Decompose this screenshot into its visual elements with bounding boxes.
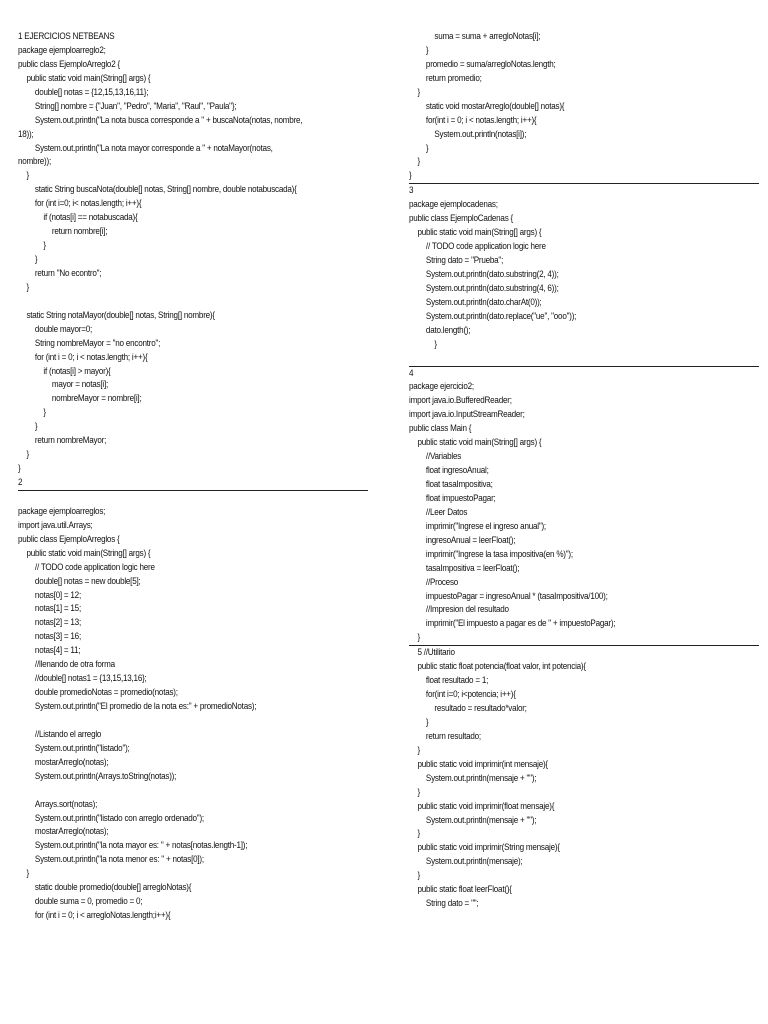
code-line: if (notas[i] > mayor){	[43, 365, 111, 376]
code-line: }	[425, 716, 429, 727]
code-line	[409, 352, 731, 366]
code-line: imprimir("El impuesto a pagar es de " + impuestoPagar);	[425, 618, 616, 629]
code-line: package ejemploarreglo2;	[18, 44, 106, 55]
code-line: 5 //Utilitario	[417, 647, 455, 658]
code-line: System.out.println("listado con arreglo ordenado");	[34, 812, 204, 823]
code-line: }	[417, 86, 420, 97]
code-line: nombreMayor = nombre[i];	[51, 393, 142, 404]
code-line: for(int i=0; i<potencia; i++){	[425, 689, 516, 700]
code-line: public class EjemploCadenas {	[409, 213, 514, 224]
code-line: System.out.println(mensaje + "");	[425, 772, 537, 783]
left-column	[18, 30, 368, 923]
code-line: }	[417, 632, 420, 643]
code-line: System.out.println("la nota mayor es: " + notas[notas.length-1]);	[34, 840, 248, 851]
code-line: }	[34, 421, 38, 432]
code-line: }	[417, 870, 420, 881]
code-line: dato.length();	[425, 324, 471, 335]
code-line: public static float potencia(float valor, int potencia){	[417, 661, 586, 672]
code-line: import java.io.BufferedReader;	[409, 395, 512, 406]
code-line: promedio = suma/arregloNotas.length;	[425, 58, 556, 69]
code-line: System.out.println("La nota busca corresponde a " + buscaNota(notas, nombre,	[34, 114, 303, 125]
code-line: System.out.println("listado");	[34, 742, 130, 753]
code-line: public static void main(String[] args) {	[417, 437, 542, 448]
right-column	[409, 30, 759, 911]
code-line: resultado = resultado*valor;	[434, 703, 527, 713]
code-line: notas[1] = 15;	[34, 603, 81, 614]
code-line: //Listando el arreglo	[34, 728, 102, 739]
code-line: for (int i=0; i< notas.length; i++){	[34, 198, 142, 209]
code-line: //llenando de otra forma	[34, 659, 115, 670]
code-line: nombre));	[18, 156, 52, 167]
code-line: System.out.println(notas[i]);	[434, 128, 527, 139]
code-line: static String buscaNota(double[] notas, String[] nombre, double notabuscada){	[34, 184, 297, 195]
code-line: 4	[409, 367, 414, 378]
code-line: return nombreMayor;	[34, 435, 107, 446]
code-line: 3	[409, 185, 414, 196]
code-line: //Proceso	[425, 576, 459, 587]
code-line: System.out.println("la nota menor es: " + notas[0]);	[34, 854, 204, 865]
code-line	[18, 784, 340, 798]
code-line: System.out.println(mensaje + "");	[425, 814, 537, 825]
code-line: if (notas[i] == notabuscada){	[43, 212, 138, 223]
code-line: public static float leerFloat(){	[417, 884, 512, 895]
code-line: return promedio;	[425, 72, 482, 83]
code-line: public class EjemploArreglo2 {	[18, 58, 120, 69]
code-line: package ejemplocadenas;	[409, 199, 498, 210]
code-line: public static void main(String[] args) {	[417, 227, 542, 238]
code-line: return "No econtro";	[34, 267, 102, 278]
code-line: 18));	[18, 128, 34, 139]
code-line: //double[] notas1 = {13,15,13,16};	[34, 673, 147, 684]
code-line: import java.util.Arrays;	[18, 519, 93, 530]
code-line: }	[26, 449, 29, 460]
code-line: public static void imprimir(String mensaje){	[417, 842, 560, 853]
code-line: System.out.println(Arrays.toString(notas));	[34, 770, 177, 781]
code-line: notas[4] = 11;	[34, 645, 81, 656]
code-line: return resultado;	[425, 730, 481, 741]
code-line: static String notaMayor(double[] notas, String[] nombre){	[26, 309, 215, 320]
code-line: }	[425, 142, 429, 153]
code-line: mayor = notas[i];	[51, 379, 109, 390]
code-line	[18, 714, 340, 728]
code-line: String dato = "";	[425, 898, 479, 909]
code-line: }	[434, 338, 437, 349]
code-line: ingresoAnual = leerFloat();	[425, 534, 516, 545]
code-line: // TODO code application logic here	[425, 241, 546, 252]
code-line: return nombre[i];	[51, 226, 108, 237]
code-line: public static void main(String[] args) {	[26, 547, 151, 558]
code-line: imprimir("Ingrese el ingreso anual");	[425, 520, 546, 531]
code-line: double[] notas = {12,15,13,16,11};	[34, 86, 149, 97]
code-line: notas[3] = 16;	[34, 631, 81, 642]
code-line: double promedioNotas = promedio(notas);	[34, 687, 178, 698]
code-line: public static void imprimir(int mensaje){	[417, 758, 548, 769]
code-line: System.out.println("La nota mayor corresponde a " + notaMayor(notas,	[34, 142, 273, 153]
code-line	[18, 295, 340, 309]
code-line: double[] notas = new double[5];	[34, 575, 141, 586]
code-line: }	[34, 254, 38, 264]
code-line: //Variables	[425, 451, 462, 462]
code-line	[18, 491, 340, 505]
code-line: 2	[18, 477, 23, 487]
code-line: }	[417, 786, 420, 797]
code-line: public class Main {	[409, 423, 472, 434]
code-line: double mayor=0;	[34, 323, 92, 334]
code-line: tasaImpositiva = leerFloat();	[425, 562, 520, 573]
code-line: String dato = "Prueba";	[425, 255, 504, 265]
code-line: }	[26, 868, 29, 879]
code-line: }	[409, 170, 412, 181]
code-line: suma = suma + arregloNotas[i];	[434, 31, 541, 41]
code-line: double suma = 0, promedio = 0;	[34, 896, 143, 907]
code-line: import java.io.InputStreamReader;	[409, 409, 525, 420]
code-line: package ejemploarreglos;	[18, 505, 106, 516]
code-line: mostarArreglo(notas);	[34, 756, 109, 767]
code-line: }	[417, 156, 420, 167]
code-line: }	[425, 44, 429, 55]
code-line: float resultado = 1;	[425, 675, 489, 686]
code-line: System.out.println(mensaje);	[425, 856, 523, 867]
code-line: String[] nombre = {"Juan", "Pedro", "Maria", "Raul", "Paula"};	[34, 100, 237, 111]
code-line: for (int i = 0; i < notas.length; i++){	[34, 351, 148, 362]
code-line: impuestoPagar = ingresoAnual * (tasaImpositiva/100);	[425, 590, 608, 601]
code-line: mostarArreglo(notas);	[34, 826, 109, 837]
code-line: // TODO code application logic here	[34, 561, 155, 572]
code-line: System.out.println(dato.replace("ue", "ooo"));	[425, 310, 577, 321]
code-line: //Leer Datos	[425, 506, 468, 517]
code-line: System.out.println("El promedio de la nota es:" + promedioNotas);	[34, 701, 257, 711]
code-line: }	[43, 407, 46, 418]
code-line: }	[18, 463, 21, 474]
code-line: static double promedio(double[] arregloNotas){	[34, 882, 192, 893]
code-line: String nombreMayor = "no encontro";	[34, 337, 161, 348]
code-line: }	[417, 744, 420, 755]
code-line: imprimir("Ingrese la tasa impositiva(en %)");	[425, 548, 573, 559]
code-line: float ingresoAnual;	[425, 465, 489, 476]
code-line: package ejercicio2;	[409, 381, 474, 392]
code-line: float impuestoPagar;	[425, 492, 496, 503]
code-line: System.out.println(dato.charAt(0));	[425, 296, 542, 307]
code-line: }	[26, 170, 29, 181]
code-line: System.out.println(dato.substring(2, 4));	[425, 268, 559, 279]
code-line: public static void imprimir(float mensaje){	[417, 800, 555, 811]
code-line: 1 EJERCICIOS NETBEANS	[18, 31, 115, 41]
code-line: public static void main(String[] args) {	[26, 72, 151, 83]
code-line: //Impresion del resultado	[425, 604, 509, 615]
code-line: static void mostarArreglo(double[] notas){	[425, 100, 565, 111]
code-line: notas[0] = 12;	[34, 589, 81, 600]
code-line: System.out.println(dato.substring(4, 6));	[425, 282, 559, 293]
code-line: for (int i = 0; i < arregloNotas.length;i++){	[34, 910, 171, 921]
code-line: float tasaImpositiva;	[425, 479, 493, 489]
code-line: public class EjemploArreglos {	[18, 533, 120, 544]
code-line: notas[2] = 13;	[34, 617, 81, 628]
code-line: }	[26, 281, 29, 292]
code-line: }	[417, 828, 420, 839]
code-line: for(int i = 0; i < notas.length; i++){	[425, 114, 537, 125]
code-line: }	[43, 240, 46, 251]
code-line: Arrays.sort(notas);	[34, 798, 98, 809]
